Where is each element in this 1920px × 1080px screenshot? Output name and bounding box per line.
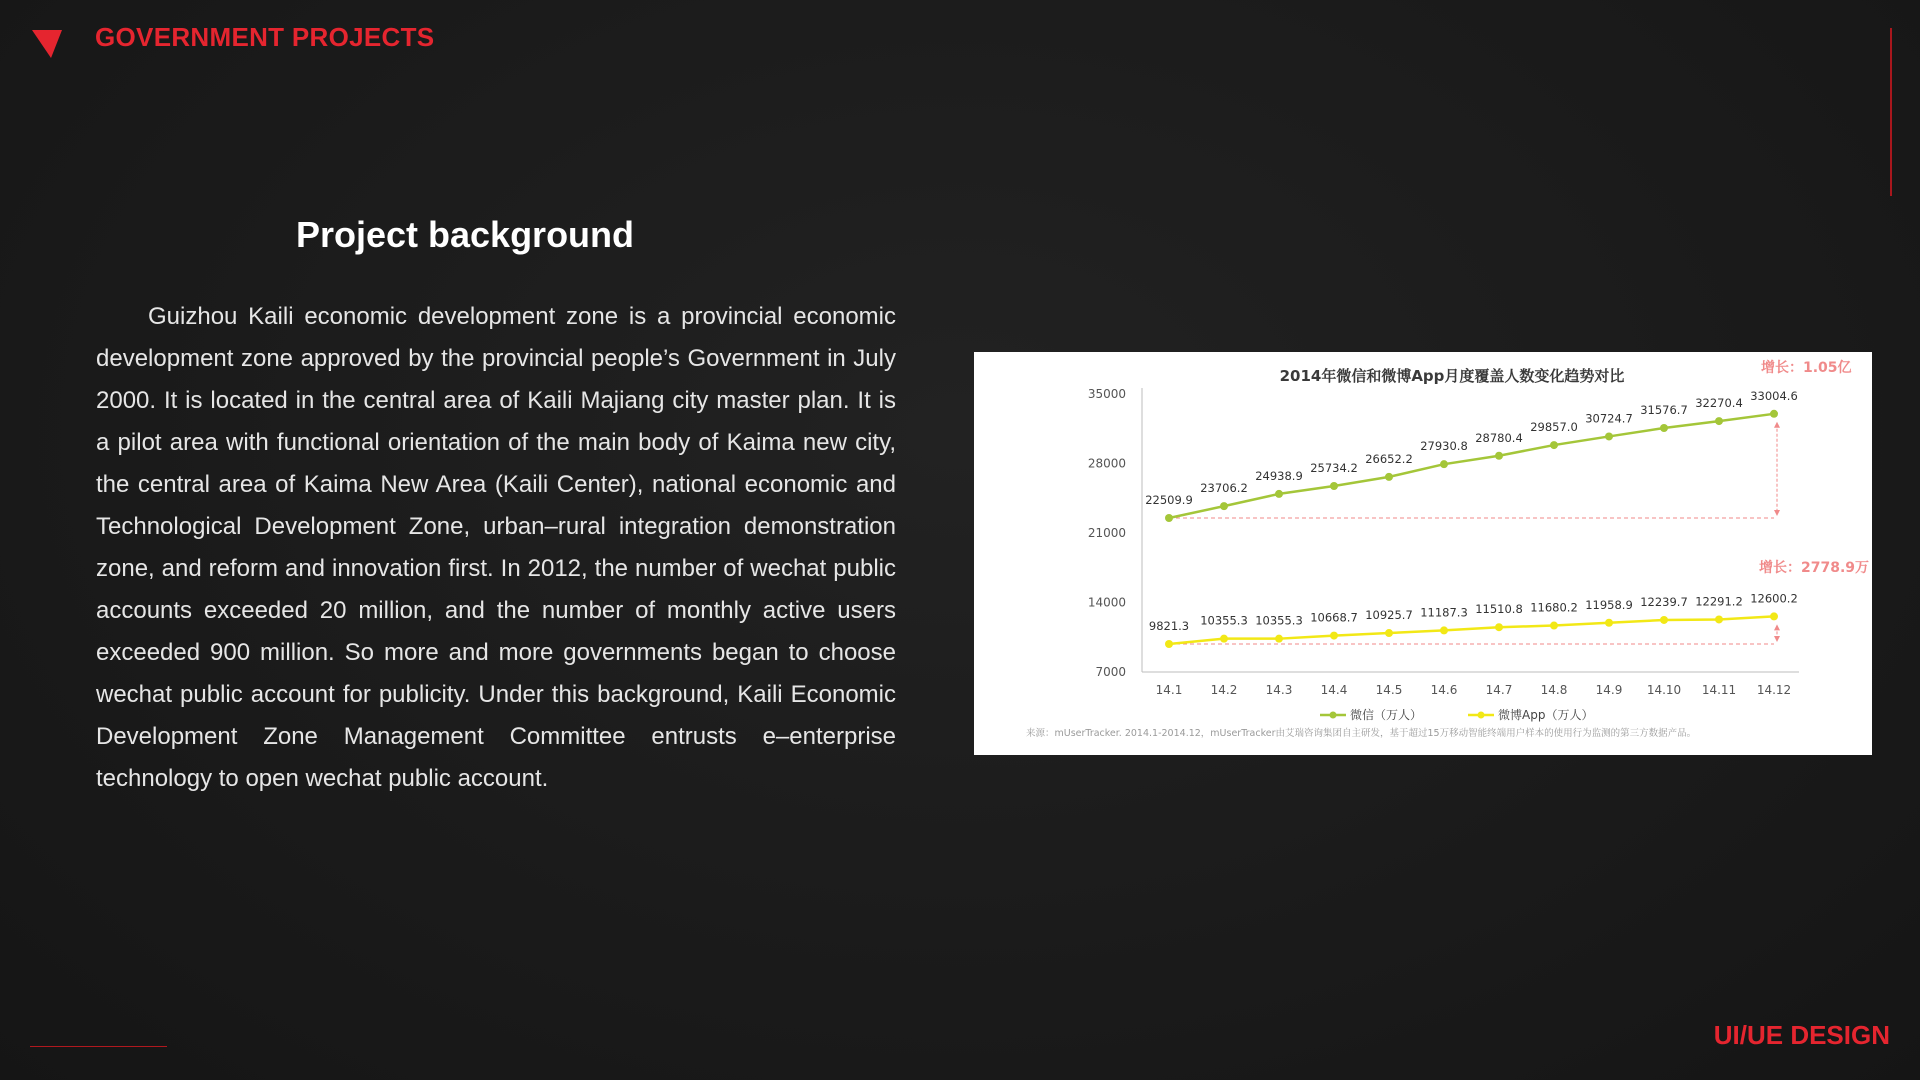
data-label: 27930.8 (1420, 439, 1468, 454)
data-label: 12291.2 (1695, 594, 1743, 609)
x-tick-label: 14.6 (1430, 683, 1458, 697)
data-point (1220, 635, 1228, 643)
x-tick-label: 14.11 (1701, 683, 1737, 697)
data-label: 32270.4 (1695, 396, 1743, 411)
body-paragraph: Guizhou Kaili economic development zone is a provincial economic development zone approved by the provincial people’s Government in July 2000. It is located in the central area of Kaili Majiang city master plan. It is a pilot area with functional orientation of the main body of Kaima new city, the central area of Kaima New Area (Kaili Center), national economic and Technological Development Zone, urban–rural integration demonstration zone, and reform and innovation first. In 2012, the number of wechat public accounts exceeded 20 million, and the number of monthly active users exceeded 900 million. So more and more governments began to choose wechat public account for publicity. Under this background, Kaili Economic Development Zone Management Committee entrusts e–enterprise technology to open wechat public account. (96, 303, 896, 792)
x-tick-label: 14.9 (1595, 683, 1623, 697)
data-label: 31576.7 (1640, 402, 1688, 417)
x-tick-label: 14.10 (1646, 683, 1682, 697)
x-tick-label: 14.7 (1485, 683, 1513, 697)
footer-brand: UI/UE DESIGN (1713, 1020, 1890, 1050)
data-point (1220, 502, 1228, 510)
data-label: 23706.2 (1200, 481, 1248, 496)
data-point (1330, 482, 1338, 490)
data-point (1440, 626, 1448, 634)
legend-label: 微博App（万人） (1498, 708, 1594, 722)
header-brand: GOVERNMENT PROJECTS (95, 22, 435, 52)
data-label: 25734.2 (1310, 460, 1358, 475)
legend-swatch-dot (1330, 712, 1337, 719)
data-label: 11510.8 (1475, 602, 1523, 617)
y-tick-label: 14000 (1087, 595, 1126, 610)
chart-title: 2014年微信和微博App月度覆盖人数变化趋势对比 (1279, 367, 1625, 385)
data-label: 30724.7 (1585, 411, 1633, 426)
series-line (1169, 414, 1774, 518)
x-tick-label: 14.12 (1756, 683, 1792, 697)
data-point (1440, 460, 1448, 468)
data-point (1550, 441, 1558, 449)
data-label: 10355.3 (1200, 613, 1248, 628)
data-label: 24938.9 (1255, 468, 1303, 483)
data-label: 22509.9 (1145, 493, 1193, 508)
growth-annotation-wechat: 增长：1.05亿 (1761, 360, 1852, 376)
data-point (1605, 619, 1613, 627)
data-point (1605, 432, 1613, 440)
line-chart (974, 352, 1872, 755)
legend-label: 微信（万人） (1350, 708, 1423, 722)
data-label: 28780.4 (1475, 430, 1523, 445)
data-point (1165, 514, 1173, 522)
growth-arrow-head-up (1774, 624, 1780, 630)
data-point (1165, 640, 1173, 648)
data-label: 11958.9 (1585, 597, 1633, 612)
data-point (1385, 629, 1393, 637)
data-point (1770, 612, 1778, 620)
data-point (1495, 623, 1503, 631)
growth-annotation-weibo: 增长：2778.9万 (1759, 560, 1870, 576)
data-label: 11680.2 (1530, 600, 1578, 615)
chart-source-note: 来源：mUserTracker. 2014.1-2014.12，mUserTracker由艾瑞咨询集团自主研发，基于超过15万移动智能终端用户样本的使用行为监测的第三方数据产品。 (1026, 728, 1697, 739)
red-triangle-logo-icon (32, 30, 62, 58)
data-point (1715, 417, 1723, 425)
x-tick-label: 14.4 (1320, 683, 1348, 697)
data-point (1770, 410, 1778, 418)
data-point (1715, 615, 1723, 623)
data-point (1550, 622, 1558, 630)
data-label: 29857.0 (1530, 420, 1578, 435)
right-accent-line (1890, 28, 1892, 196)
data-point (1275, 635, 1283, 643)
data-label: 10925.7 (1365, 608, 1413, 623)
data-label: 9821.3 (1148, 618, 1190, 633)
legend-swatch-dot (1478, 712, 1485, 719)
data-label: 33004.6 (1750, 388, 1798, 403)
growth-arrow-head-down (1774, 636, 1780, 642)
data-point (1495, 452, 1503, 460)
x-tick-label: 14.5 (1375, 683, 1403, 697)
data-point (1330, 632, 1338, 640)
data-label: 12600.2 (1750, 591, 1798, 606)
data-point (1660, 424, 1668, 432)
x-tick-label: 14.8 (1540, 683, 1568, 697)
growth-arrow-head-up (1774, 422, 1780, 428)
x-tick-label: 14.2 (1210, 683, 1238, 697)
data-label: 26652.2 (1365, 451, 1413, 466)
section-title: Project background (295, 214, 635, 255)
x-tick-label: 14.3 (1265, 683, 1293, 697)
y-tick-label: 21000 (1087, 526, 1126, 540)
data-label: 10355.3 (1255, 613, 1303, 628)
x-tick-label: 14.1 (1155, 683, 1183, 697)
data-label: 10668.7 (1310, 610, 1358, 625)
growth-arrow-head-down (1774, 510, 1780, 516)
footer-accent-line (30, 1046, 167, 1047)
data-point (1660, 616, 1668, 624)
data-label: 11187.3 (1420, 605, 1468, 620)
data-point (1385, 473, 1393, 481)
y-tick-label: 35000 (1087, 387, 1126, 401)
data-label: 12239.7 (1640, 594, 1688, 609)
chart-panel (974, 352, 1872, 755)
data-point (1275, 490, 1283, 498)
y-tick-label: 7000 (1095, 665, 1126, 679)
y-tick-label: 28000 (1087, 456, 1126, 471)
